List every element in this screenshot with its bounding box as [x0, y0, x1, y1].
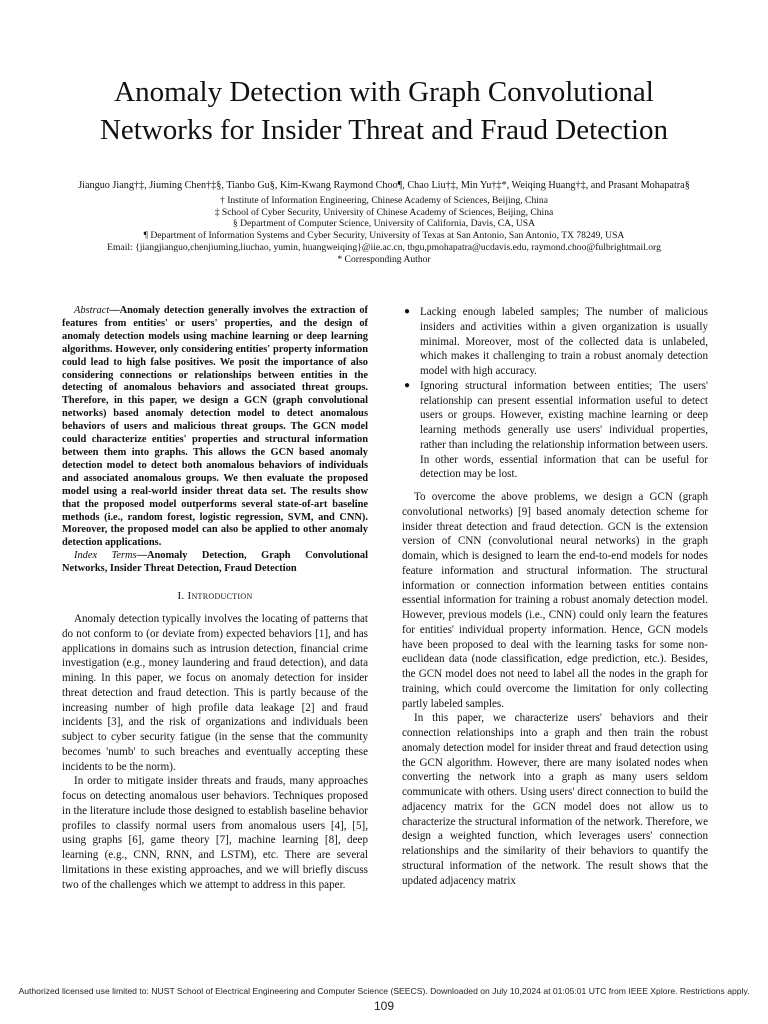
title-line-2: Networks for Insider Threat and Fraud Detection [99, 114, 668, 146]
left-column [62, 305, 368, 892]
page-number: 109 [373, 999, 395, 1013]
affiliation-4: ¶ Department of Information Systems and Cyber Security, University of Texas at San Antonio, San Antonio, TX 78249, USA [143, 230, 625, 242]
bullet-text-1: Lacking enough labeled samples; The number of malicious insiders and activities within a given organization is usually minimal. Moreover, most of the collected data is unlabeled, which makes it challenging to train a robust anomaly detection model with high accuracy. [420, 306, 708, 377]
affiliations [40, 195, 728, 265]
paper-title [40, 73, 728, 149]
body-paragraph-2: In this paper, we characterize users' behaviors and their connection relationships into a graph and then train the robust anomaly detection model for insider threat and fraud detection using the GCN algorithm. However, there are many isolated nodes when converting the network into a graph as many users seldom communicate with others. Using users' direct connection to build the adjacency matrix for the GCN model does not allow us to characterize the structural information of the network. Therefore, we design a weighted function, which leverages users' connection relationships and the similarity of their behaviors to quantify the structural information of the network. The result shows that the updated adjacency matrix [402, 712, 708, 887]
affiliation-2: ‡ School of Cyber Security, University of Chinese Academy of Sciences, Beijing, China [214, 206, 554, 218]
authors-line: Jianguo Jiang†‡, Jiuming Chen†‡§, Tianbo Gu§, Kim-Kwang Raymond Choo¶, Chao Liu†‡, Min Yu†‡*, Weiqing Huang†‡, and Prasant Mohapatra§ [78, 180, 690, 191]
list-item [402, 305, 708, 379]
bullet-text-2: Ignoring structural information between entities; The users' relationship can present essential information useful to detect users or groups. However, existing machine learning or deep learning methods generally use users' individual properties, rather than including the relationship information between users. In other words, essential information that can be useful for detection may be lost. [420, 379, 708, 481]
author-list [40, 178, 728, 193]
list-item [402, 379, 708, 482]
index-terms-label: Index Terms [74, 550, 137, 562]
abstract [62, 305, 368, 550]
index-terms-text: —Anomaly Detection, Graph Convolutional Networks, Insider Threat Detection, Fraud Detection [62, 550, 369, 575]
right-column [402, 305, 708, 888]
license-footer: Authorized licensed use limited to: NUST School of Electrical Engineering and Computer Science (SEECS). Downloaded on July 10,2024 at 01:05:01 UTC from IEEE Xplore. Restrictions apply. [18, 986, 750, 996]
section-heading-introduction: I. Introduction [177, 590, 253, 603]
affiliation-1: † Institute of Information Engineering, Chinese Academy of Sciences, Beijing, China [220, 195, 548, 206]
email-line: Email: {jiangjianguo,chenjiuming,liuchao, yumin, huangweiqing}@iie.ac.cn, tbgu,pmohapatra@ucdavis.edu, raymond.choo@fulbrightmail.org [107, 241, 661, 253]
index-terms [62, 550, 368, 576]
intro-paragraph-1: Anomaly detection typically involves the locating of patterns that do not conform to (or deviate from) expected behaviors [1], and has applications in domains such as intrusion detection, financial crime investigation (e.g., money laundering and fraud detection), and data mining. In this paper, we focus on anomaly detection for insider threat detection and fraud detection. This is partly because of the increasing number of high profile data leakage [2] and fraud incidents [3], and the risk of organizations and individuals been subject to cyber security fatigue (in the sense that the community becomes 'numb' to such breaches and eventually accepting these incidents to be the norm). [62, 613, 368, 773]
abstract-text: —Anomaly detection generally involves the extraction of features from entities' or users' properties, and the design of anomaly detection models using machine learning or deep learning algorithms. However, only considering entities' property information could lead to high false positives. We posit the importance of also considering connections or relationships between entities in the detecting of anomalous behaviors and associated threat groups. Therefore, in this paper, we design a GCN (graph convolutional networks) based anomaly detection model to detect anomalous behaviors of users and malicious threat groups. The GCN model could characterize entities' properties and structural information between them into graphs. This allows the GCN based anomaly detection model to detect both anomalous behaviors of individuals and associated anomalous groups. We then evaluate the proposed model using a real-world insider threat data set. The results show that the proposed model outperforms several state-of-art baseline methods (i.e., random forest, logistic regression, SVM, and CNN). Moreover, the proposed model can also be applied to other anomaly detection applications. [62, 305, 368, 549]
challenge-list [402, 305, 708, 482]
title-line-1: Anomaly Detection with Graph Convolutional [114, 76, 654, 108]
corresponding-author-note: * Corresponding Author [337, 253, 431, 265]
intro-paragraph-2: In order to mitigate insider threats and frauds, many approaches focus on detecting anomalous user behaviors. Techniques proposed in the literature include those designed to establish baseline behavior profiles to classify normal users from anomalous users [4], [5], using graphs [6], game theory [7], machine learning [8], deep learning (e.g., CNN, RNN, and LSTM), etc. There are several limitations in these existing approaches, and we will briefly discuss two of the challenges which we attempt to address in this paper. [62, 775, 368, 891]
bullet-icon: ● [404, 379, 411, 391]
body-paragraph-1: To overcome the above problems, we design a GCN (graph convolutional networks) [9] based anomaly detection scheme for insider threat detection and fraud detection. GCN is the extension version of CNN (convolutional neural networks) in the graph domain, which is designed to learn the end-to-end models for nodes feature information and structural information. The structural information or connection information between entities contains essential information for training a robust anomaly detection model. However, previous models (i.e., CNN) could only learn the features for entities' individual property information. Hence, GCN models have been proposed to deal with the learning tasks for some non-euclidean data (node classification, edge prediction, etc.). Besides, the GCN model does not need to label all the nodes in the graph for training, which could overcome the limitation for only collecting partly labeled samples. [402, 491, 708, 710]
abstract-label: Abstract [74, 305, 110, 316]
affiliation-3: § Department of Computer Science, University of California, Davis, CA, USA [232, 218, 536, 230]
bullet-icon: ● [404, 306, 411, 317]
